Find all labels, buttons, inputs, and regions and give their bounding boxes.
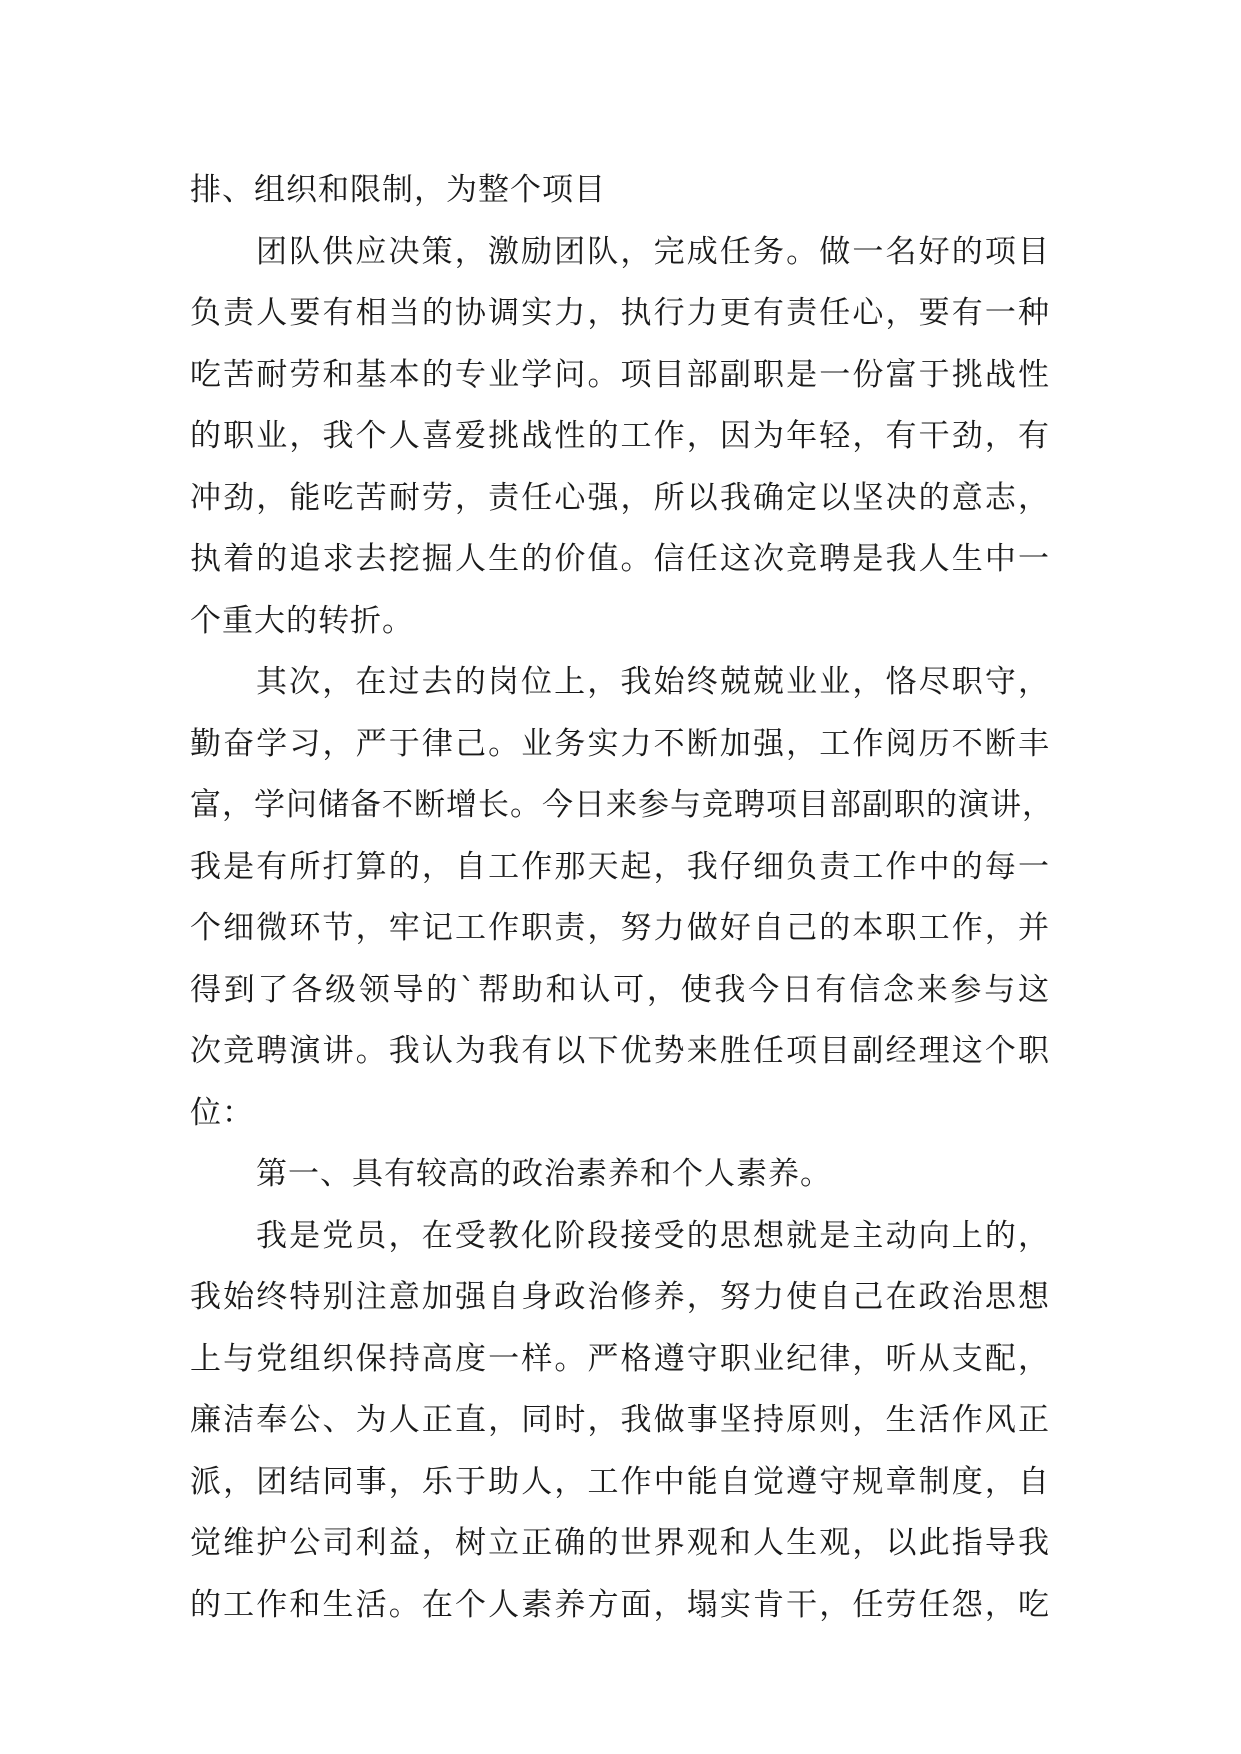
body-text [190, 160, 1054, 1636]
text-line: 个细微环节，牢记工作职责，努力做好自己的本职工作，并 [190, 910, 1050, 946]
text-line: 富，学问储备不断增长。今日来参与竞聘项目部副职的演讲， [190, 787, 1054, 823]
text-line: 个重大的转折。 [190, 602, 414, 639]
text-line: 次竞聘演讲。我认为我有以下优势来胜任项目副经理这个职 [190, 1033, 1050, 1069]
text-line: 上与党组织保持高度一样。严格遵守职业纪律，听从支配， [190, 1340, 1050, 1377]
text-line: 觉维护公司利益，树立正确的世界观和人生观，以此指导我 [190, 1525, 1050, 1561]
text-line: 排、组织和限制，为整个项目 [190, 172, 606, 208]
text-line: 我是党员，在受教化阶段接受的思想就是主动向上的， [256, 1217, 1050, 1254]
text-line: 执着的追求去挖掘人生的价值。信任这次竞聘是我人生中一 [190, 541, 1050, 577]
text-line: 位： [190, 1094, 254, 1131]
text-line: 冲劲，能吃苦耐劳，责任心强，所以我确定以坚决的意志， [190, 479, 1050, 516]
text-line: 派，团结同事，乐于助人，工作中能自觉遵守规章制度，自 [190, 1463, 1050, 1500]
text-line: 负责人要有相当的协调实力，执行力更有责任心，要有一种 [190, 295, 1050, 331]
text-line: 其次，在过去的岗位上，我始终兢兢业业，恪尽职守， [256, 664, 1050, 700]
text-line: 廉洁奉公、为人正直，同时，我做事坚持原则，生活作风正 [190, 1402, 1050, 1438]
text-line: 吃苦耐劳和基本的专业学问。项目部副职是一份富于挑战性 [190, 356, 1050, 393]
text-line: 得到了各级领导的`帮助和认可，使我今日有信念来参与这 [190, 971, 1050, 1008]
text-line: 我始终特别注意加强自身政治修养，努力使自己在政治思想 [190, 1279, 1050, 1315]
text-line: 我是有所打算的，自工作那天起，我仔细负责工作中的每一 [190, 848, 1050, 885]
text-line: 的职业，我个人喜爱挑战性的工作，因为年轻，有干劲，有 [190, 418, 1050, 454]
text-line: 的工作和生活。在个人素养方面，塌实肯干，任劳任怨，吃 [190, 1586, 1050, 1623]
text-line: 第一、具有较高的政治素养和个人素养。 [256, 1156, 832, 1192]
text-line: 团队供应决策，激励团队，完成任务。做一名好的项目 [256, 233, 1050, 270]
text-line: 勤奋学习，严于律己。业务实力不断加强，工作阅历不断丰 [190, 725, 1050, 762]
